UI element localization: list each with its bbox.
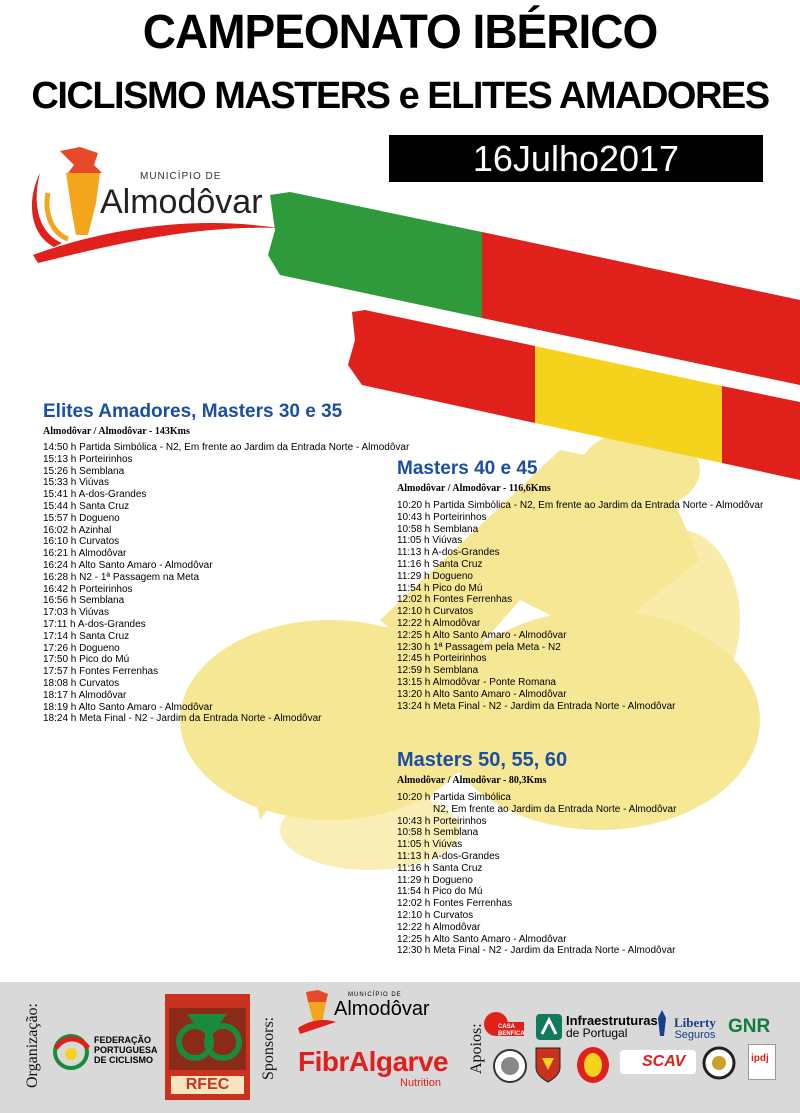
schedule-item: 14:50 h Partida Simbólica - N2, Em frente ao Jardim da Entrada Norte - Almodôvar [43,442,410,453]
fpc-line3: DE CICLISMO [94,1055,154,1065]
schedule-item: 16:21 h Almodôvar [43,548,127,560]
schedule-item: 15:13 h Porteirinhos [43,453,133,465]
section-masters-50-55-60 [397,747,676,957]
sponsor-municipio-label: MUNICÍPIO DE [348,992,402,998]
schedule-item: 11:29 h Dogueno [397,874,473,886]
ipdj-logo [748,1044,776,1080]
schedule-item: 17:11 h A-dos-Grandes [43,618,146,630]
page-subtitle: CICLISMO MASTERS e ELITES AMADORES [31,75,769,117]
section-title: Masters 50, 55, 60 [397,749,568,771]
event-date: 16Julho2017 [389,135,763,182]
schedule-item: 10:58 h Semblana [397,827,479,839]
schedule-item: 11:05 h Viúvas [397,535,463,547]
section-route: Almodôvar / Almodôvar - 116,6Kms [397,483,551,494]
schedule-item: 10:58 h Semblana [397,523,479,535]
schedule-item: 11:54 h Pico do Mú [397,886,483,898]
schedule-item: 16:24 h Alto Santo Amaro - Almodôvar [43,559,213,571]
ipdj-label: ipdj [751,1053,769,1064]
scav-label: SCAV [642,1053,686,1070]
section-title: Elites Amadores, Masters 30 e 35 [43,401,343,422]
schedule-item: 16:56 h Semblana [43,595,125,607]
section-route: Almodôvar / Almodôvar - 80,3Kms [397,775,547,786]
crest-logo-icon [534,1046,562,1084]
schedule-item: 10:20 h Partida Simbólica - N2, Em frente ao Jardim da Entrada Norte - Almodôvar [397,500,764,511]
section-title: Masters 40 e 45 [397,458,538,479]
schedule-item: 17:14 h Santa Cruz [43,630,130,642]
schedule-item: 11:54 h Pico do Mú [397,582,483,594]
schedule-list [397,500,763,712]
fpc-line2: PORTUGUESA [94,1045,158,1055]
schedule-item: 12:30 h 1ª Passagem pela Meta - N2 [397,641,561,653]
logo-name: Almodôvar [100,183,263,221]
schedule-item: 13:15 h Almodôvar - Ponte Romana [397,676,556,688]
casa-benfica-label: CASA BENFICA [498,1024,525,1037]
liberty-line2: Seguros [674,1029,716,1041]
schedule-item: 15:44 h Santa Cruz [43,500,130,512]
fpc-line1: FEDERAÇÃO [94,1035,152,1045]
schedule-item: 12:45 h Porteirinhos [397,653,487,665]
rfec-label: RFEC [171,1076,244,1094]
footer-sponsors [0,982,800,1113]
schedule-item: 11:13 h A-dos-Grandes [397,547,500,559]
sponsor-almodovar-logo-icon [296,988,336,1038]
fibralgarve-logo: FibrAlgarve [298,1046,449,1077]
schedule-item: N2, Em frente ao Jardim da Entrada Norte - Almodôvar [433,803,677,815]
organizacao-label: Organização: [24,1003,41,1088]
schedule-item: 16:10 h Curvatos [43,536,120,548]
schedule-item: 11:16 h Santa Cruz [397,558,483,570]
schedule-item: 15:57 h Dogueno [43,512,120,524]
schedule-item: 12:10 h Curvatos [397,909,474,921]
liberty-logo-icon [652,1008,672,1038]
page-title: CAMPEONATO IBÉRICO [142,3,658,59]
schedule-item: 11:29 h Dogueno [397,570,473,582]
schedule-item: 12:25 h Alto Santo Amaro - Almodôvar [397,933,567,945]
schedule-item: 17:57 h Fontes Ferrenhas [43,666,159,678]
schedule-item: 11:16 h Santa Cruz [397,862,483,874]
schedule-item: 10:43 h Porteirinhos [397,511,487,523]
gnr-logo: GNR [728,1016,771,1037]
schedule-item: 16:42 h Porteirinhos [43,583,133,595]
rfec-logo [165,994,250,1100]
schedule-item: 18:19 h Alto Santo Amaro - Almodôvar [43,701,213,713]
schedule-list [397,792,676,957]
schedule-item: 10:20 h Partida Simbólica [397,792,511,803]
schedule-item: 12:22 h Almodôvar [397,617,481,629]
schedule-item: 17:50 h Pico do Mú [43,654,130,666]
section-masters-40-45 [397,457,763,712]
fpc-name [94,1035,158,1065]
seal-logo-icon [492,1048,528,1084]
infraestruturas-line1: Infraestruturas [566,1013,658,1028]
schedule-item: 12:02 h Fontes Ferrenhas [397,594,513,606]
schedule-item: 10:43 h Porteirinhos [397,815,487,827]
schedule-item: 11:05 h Viúvas [397,839,463,851]
round-badge-logo-icon [702,1046,736,1080]
schedule-item: 17:03 h Viúvas [43,607,109,619]
infraestruturas-logo-icon [536,1014,562,1040]
red-circle-logo-icon [575,1046,611,1084]
sponsor-almodovar-name: Almodôvar [334,998,430,1020]
schedule-item: 17:26 h Dogueno [43,642,120,654]
fibralgarve-nutrition: Nutrition [400,1077,441,1089]
schedule-item: 13:24 h Meta Final - N2 - Jardim da Entrada Norte - Almodôvar [397,700,676,712]
schedule-item: 18:08 h Curvatos [43,677,120,689]
liberty-line1: Liberty [674,1015,716,1030]
schedule-item: 15:41 h A-dos-Grandes [43,489,147,501]
infraestruturas-name [566,1014,658,1040]
schedule-item: 12:25 h Alto Santo Amaro - Almodôvar [397,629,567,641]
schedule-item: 18:17 h Almodôvar [43,689,127,701]
schedule-item: 11:13 h A-dos-Grandes [397,850,500,862]
schedule-item: 16:28 h N2 - 1ª Passagem na Meta [43,571,200,583]
infraestruturas-line2: de Portugal [566,1026,628,1040]
schedule-list [43,442,409,725]
logo-municipio-label: MUNICÍPIO DE [140,171,222,182]
schedule-item: 15:26 h Semblana [43,465,125,477]
schedule-item: 18:24 h Meta Final - N2 - Jardim da Entrada Norte - Almodôvar [43,713,322,725]
fpc-logo-icon [50,1030,92,1070]
rfec-emblem-icon [165,994,250,1074]
schedule-item: 16:02 h Azinhal [43,524,112,536]
apoios-label: Apoios: [468,1023,485,1074]
liberty-name [674,1016,716,1042]
sponsors-label: Sponsors: [260,1016,277,1080]
schedule-item: 12:22 h Almodôvar [397,921,481,933]
schedule-item: 12:10 h Curvatos [397,606,474,618]
schedule-item: 12:30 h Meta Final - N2 - Jardim da Entrada Norte - Almodôvar [397,945,676,957]
schedule-item: 12:59 h Semblana [397,665,479,677]
schedule-item: 12:02 h Fontes Ferrenhas [397,898,513,910]
section-route: Almodôvar / Almodôvar - 143Kms [43,426,190,437]
scav-logo [620,1050,696,1074]
schedule-item: 13:20 h Alto Santo Amaro - Almodôvar [397,688,567,700]
schedule-item: 15:33 h Viúvas [43,477,109,489]
section-elites [43,400,409,725]
